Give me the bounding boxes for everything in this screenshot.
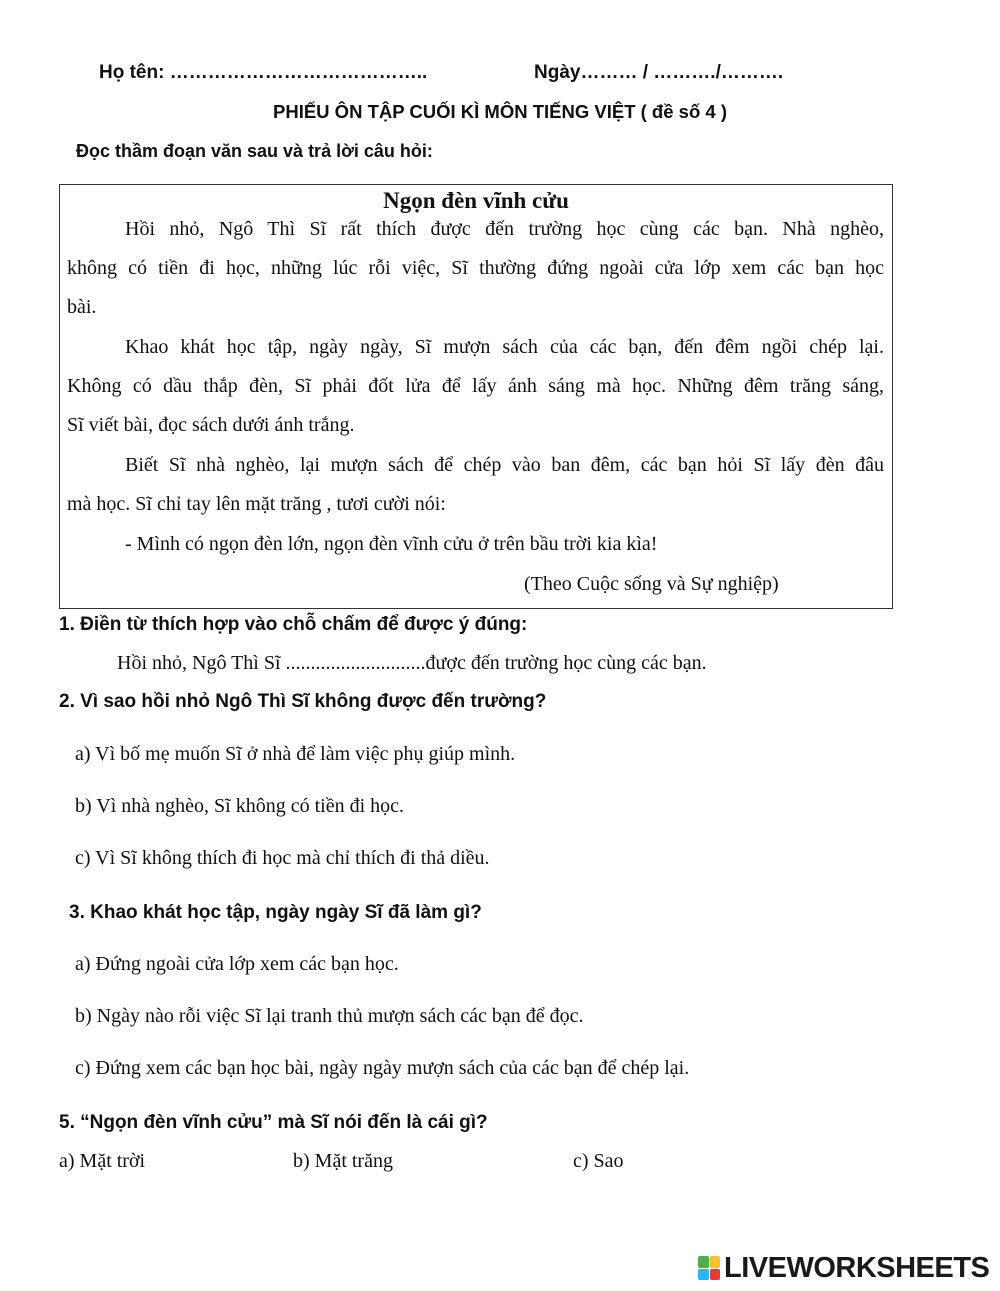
question-1: 1. Điền từ thích hợp vào chỗ chấm để được ý đúng: xyxy=(59,614,528,635)
passage-line: - Mình có ngọn đèn lớn, ngọn đèn vĩnh cửu ở trên bầu trời kia kìa! xyxy=(125,533,658,555)
answer-option-a[interactable]: a) Mặt trời xyxy=(59,1150,146,1172)
answer-option-a[interactable]: a) Vì bố mẹ muốn Sĩ ở nhà để làm việc phụ giúp mình. xyxy=(75,743,516,765)
answer-option-a[interactable]: a) Đứng ngoài cửa lớp xem các bạn học. xyxy=(75,953,399,975)
name-field-label: Họ tên: ………………………………….. xyxy=(99,62,428,83)
answer-option-b[interactable]: b) Mặt trăng xyxy=(293,1150,393,1172)
reading-instruction: Đọc thầm đoạn văn sau và trả lời câu hỏi: xyxy=(76,141,433,161)
answer-option-b[interactable]: b) Ngày nào rỗi việc Sĩ lại tranh thủ mượn sách các bạn để đọc. xyxy=(75,1005,584,1027)
logo-square xyxy=(710,1269,721,1281)
passage-line: Sĩ viết bài, đọc sách dưới ánh trắng. xyxy=(67,414,355,436)
logo-square xyxy=(698,1256,709,1268)
passage-line: Không có dầu thắp đèn, Sĩ phải đốt lửa để lấy ánh sáng mà học. Những đêm trăng sáng, xyxy=(67,375,884,397)
logo-square xyxy=(710,1256,721,1268)
answer-option-c[interactable]: c) Vì Sĩ không thích đi học mà chỉ thích đi thả diều. xyxy=(75,847,490,869)
passage-line: mà học. Sĩ chỉ tay lên mặt trăng , tươi cười nói: xyxy=(67,493,446,515)
question-3: 3. Khao khát học tập, ngày ngày Sĩ đã làm gì? xyxy=(69,902,482,923)
answer-option-c[interactable]: c) Sao xyxy=(573,1150,624,1172)
worksheet-title: PHIẾU ÔN TẬP CUỐI KÌ MÔN TIẾNG VIỆT ( đề số 4 ) xyxy=(273,101,727,122)
answer-option-c[interactable]: c) Đứng xem các bạn học bài, ngày ngày mượn sách của các bạn để chép lại. xyxy=(75,1057,690,1079)
logo-square xyxy=(698,1269,709,1281)
question-2: 2. Vì sao hồi nhỏ Ngô Thì Sĩ không được đến trường? xyxy=(59,691,547,712)
liveworksheets-logo xyxy=(698,1253,989,1283)
fill-in-blank-sentence[interactable]: Hồi nhỏ, Ngô Thì Sĩ ............................được đến trường học cùng các bạn. xyxy=(117,652,707,674)
question-5: 5. “Ngọn đèn vĩnh cửu” mà Sĩ nói đến là cái gì? xyxy=(59,1112,488,1133)
passage-line: Biết Sĩ nhà nghèo, lại mượn sách để chép vào ban đêm, các bạn hỏi Sĩ lấy đèn đâu xyxy=(125,454,884,476)
logo-squares-icon xyxy=(698,1256,720,1280)
passage-line: Hồi nhỏ, Ngô Thì Sĩ rất thích được đến trường học cùng các bạn. Nhà nghèo, xyxy=(125,218,884,240)
passage-title: Ngọn đèn vĩnh cửu xyxy=(383,188,569,213)
answer-option-b[interactable]: b) Vì nhà nghèo, Sĩ không có tiền đi học. xyxy=(75,795,405,817)
passage-line: bài. xyxy=(67,296,97,318)
logo-text: LIVEWORKSHEETS xyxy=(724,1251,990,1284)
passage-line: không có tiền đi học, những lúc rỗi việc, Sĩ thường đứng ngoài cửa lớp xem các bạn học xyxy=(67,257,884,279)
date-field-label: Ngày……… / ………./………. xyxy=(534,62,784,83)
passage-source: (Theo Cuộc sống và Sự nghiệp) xyxy=(524,573,779,595)
passage-line: Khao khát học tập, ngày ngày, Sĩ mượn sách của các bạn, đến đêm ngồi chép lại. xyxy=(125,336,884,358)
